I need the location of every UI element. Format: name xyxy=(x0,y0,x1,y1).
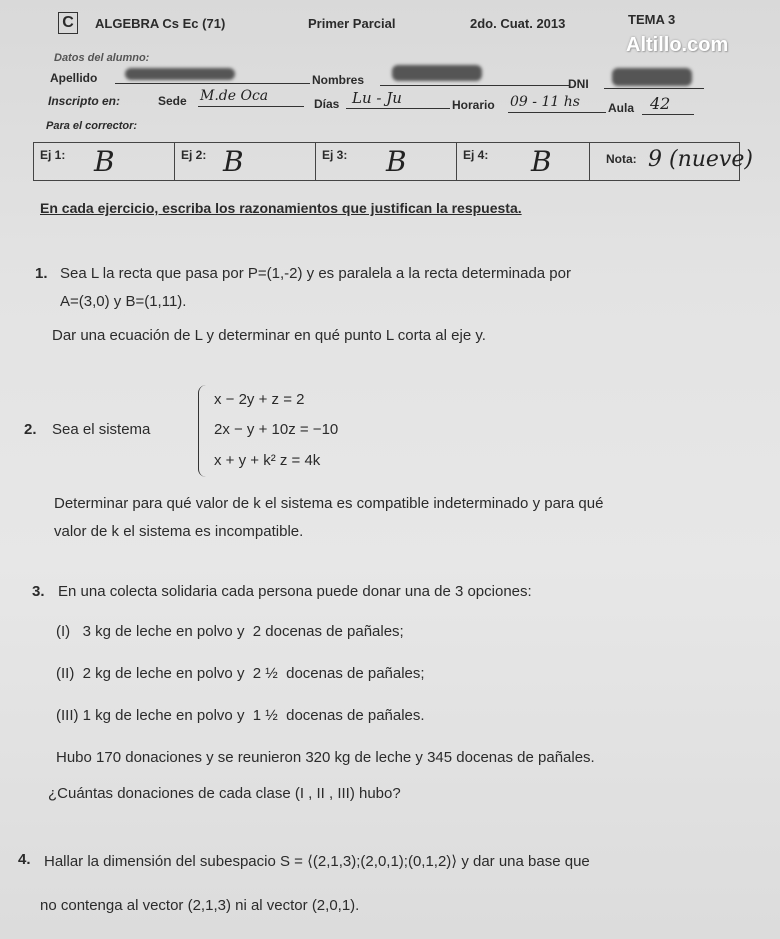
grade-mark: B xyxy=(386,145,407,178)
nombres-redacted xyxy=(392,65,482,81)
horario-line xyxy=(508,112,606,113)
exercise-3-option2: (II) 2 kg de leche en polvo y 2 ½ docenas de pañales; xyxy=(56,665,425,682)
nombres-line xyxy=(380,85,570,86)
exercise-4-number: 4. xyxy=(18,851,31,868)
exercise-1-number: 1. xyxy=(35,265,48,282)
exercise-3-option3: (III) 1 kg de leche en polvo y 1 ½ docenas de pañales. xyxy=(56,707,425,724)
nombres-label: Nombres xyxy=(312,73,365,87)
exercise-1-line2: A=(3,0) y B=(1,11). xyxy=(60,293,187,310)
system-eq3: x + y + k² z = 4k xyxy=(214,452,321,469)
grade-label: Ej 2: xyxy=(181,148,207,162)
dni-redacted xyxy=(612,68,692,86)
dias-label: Días xyxy=(314,97,340,111)
aula-value: 42 xyxy=(650,94,671,113)
inscripto-label: Inscripto en: xyxy=(48,94,121,108)
sede-value: M.de Oca xyxy=(200,88,269,104)
grade-mark: B xyxy=(223,145,244,178)
system-eq1: x − 2y + z = 2 xyxy=(214,391,305,408)
apellido-label: Apellido xyxy=(50,71,98,85)
exercise-2-line1: Determinar para qué valor de k el sistema es compatible indeterminado y para qué xyxy=(54,495,604,512)
aula-line xyxy=(642,114,694,115)
exercise-3-line2: Hubo 170 donaciones y se reunieron 320 kg de leche y 345 docenas de pañales. xyxy=(56,749,595,766)
dias-value: Lu - Ju xyxy=(352,89,402,107)
watermark: Altillo.com xyxy=(626,34,729,56)
grade-label: Ej 1: xyxy=(40,148,66,162)
exercise-1-line1: Sea L la recta que pasa por P=(1,-2) y es paralela a la recta determinada por xyxy=(60,265,571,282)
exercise-2-intro: Sea el sistema xyxy=(52,421,151,438)
exercise-4-line1: Hallar la dimensión del subespacio S = ⟨(2,1,3);(2,0,1);(0,1,2)⟩ y dar una base que xyxy=(44,853,590,870)
tema-number: TEMA 3 xyxy=(628,12,676,27)
tema-letter-box: C xyxy=(58,12,78,34)
dni-label: DNI xyxy=(568,77,589,91)
horario-label: Horario xyxy=(452,98,495,112)
exercise-3-line3: ¿Cuántas donaciones de cada clase (I , II , III) hubo? xyxy=(48,785,401,802)
sede-label: Sede xyxy=(158,94,187,108)
grade-label: Ej 3: xyxy=(322,148,348,162)
dni-line xyxy=(604,88,704,89)
grade-cell-ej1 xyxy=(34,143,175,180)
instructions: En cada ejercicio, escriba los razonamientos que justifican la respuesta. xyxy=(40,200,522,216)
system-eq2: 2x − y + 10z = −10 xyxy=(214,421,339,438)
exam-term: 2do. Cuat. 2013 xyxy=(470,16,566,31)
exercise-4-line2: no contenga al vector (2,1,3) ni al vector (2,0,1). xyxy=(40,897,360,914)
exam-name: Primer Parcial xyxy=(308,16,396,31)
grading-table xyxy=(33,142,753,181)
apellido-redacted xyxy=(125,68,235,80)
exercise-3-option1: (I) 3 kg de leche en polvo y 2 docenas de pañales; xyxy=(56,623,404,640)
grade-label: Nota: xyxy=(606,152,637,166)
grading-section-label: Para el corrector: xyxy=(46,120,138,132)
dias-line xyxy=(346,108,450,109)
grade-mark: B xyxy=(94,145,115,178)
aula-label: Aula xyxy=(608,101,635,115)
sede-line xyxy=(198,106,304,107)
student-section-label: Datos del alumno: xyxy=(54,52,150,64)
apellido-line xyxy=(115,83,310,84)
exercise-3-number: 3. xyxy=(32,583,45,600)
system-brace xyxy=(198,385,209,477)
exercise-2-line2: valor de k el sistema es incompatible. xyxy=(54,523,304,540)
grade-cell-ej2 xyxy=(175,143,316,180)
subject-title: ALGEBRA Cs Ec (71) xyxy=(95,16,226,31)
grade-label: Ej 4: xyxy=(463,148,489,162)
exercise-1-line3: Dar una ecuación de L y determinar en qué punto L corta al eje y. xyxy=(52,327,486,344)
grade-mark: B xyxy=(531,145,552,178)
grade-cell-nota xyxy=(590,143,753,180)
grade-cell-ej3 xyxy=(316,143,457,180)
exercise-3-line1: En una colecta solidaria cada persona puede donar una de 3 opciones: xyxy=(58,583,532,600)
horario-value: 09 - 11 hs xyxy=(510,94,580,110)
exercise-2-number: 2. xyxy=(24,421,37,438)
final-grade: 9 (nueve) xyxy=(648,147,753,172)
grade-cell-ej4 xyxy=(457,143,590,180)
